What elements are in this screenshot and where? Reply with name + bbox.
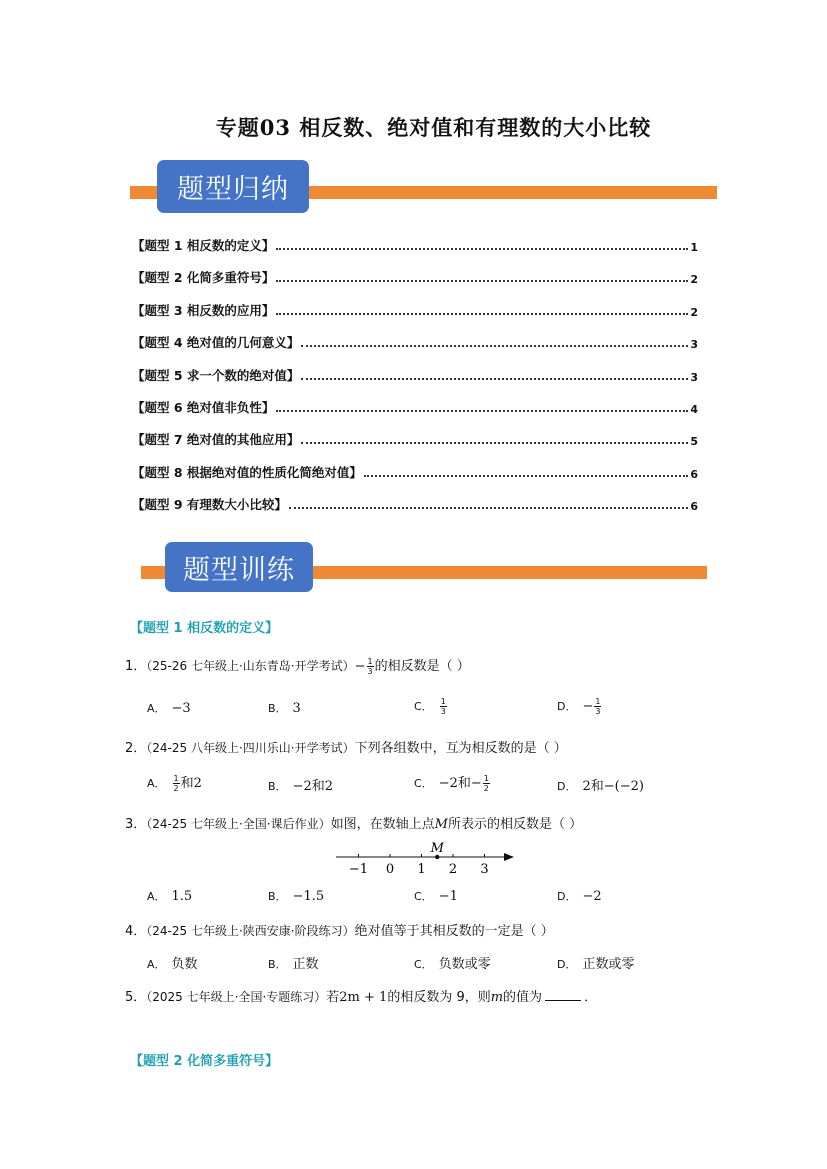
question-text: 的值为	[503, 990, 543, 1005]
question-source: （2025 七年级上·全国·专题练习）	[146, 990, 327, 1004]
option-value: −1	[438, 889, 458, 904]
question-source: （24-25 七年级上·陕西安康·阶段练习）	[146, 924, 355, 938]
toc-item-label: 【题型 9 有理数大小比较】	[132, 497, 287, 513]
variable: M	[434, 817, 448, 832]
question-text: 若	[326, 990, 340, 1005]
toc-item-label: 【题型 1 相反数的定义】	[132, 238, 275, 253]
fraction	[594, 697, 601, 716]
option-d[interactable]	[557, 697, 602, 716]
fraction	[173, 774, 180, 793]
question-source: （24-25 八年级上·四川乐山·开学考试）	[146, 741, 355, 755]
toc-item[interactable]	[132, 463, 698, 481]
toc-item-label: 【题型 8 根据绝对值的性质化简绝对值】	[132, 464, 362, 480]
option-a[interactable]	[147, 953, 198, 972]
option-a[interactable]	[147, 700, 191, 716]
toc-item-page: 5	[690, 435, 698, 449]
option-key: C．	[414, 958, 433, 971]
option-d[interactable]	[557, 953, 635, 972]
toc-leader-dots	[289, 507, 688, 509]
option-key: C．	[414, 890, 433, 903]
option-c[interactable]	[414, 772, 491, 793]
section-heading: 【题型 2 化简多重符号】	[130, 1054, 279, 1069]
toc-item-page: 6	[690, 467, 698, 481]
option-b[interactable]	[268, 775, 333, 794]
toc-item-label: 【题型 3 相反数的应用】	[132, 302, 275, 318]
numerator: 1	[173, 774, 179, 783]
option-key: A．	[147, 890, 166, 903]
toc-item[interactable]	[132, 268, 698, 286]
denominator: 3	[367, 667, 373, 676]
option-key: B．	[268, 958, 287, 971]
toc-leader-dots	[364, 475, 688, 477]
option-key: D．	[557, 780, 577, 793]
toc-item[interactable]	[132, 495, 698, 513]
variable: m	[490, 990, 504, 1005]
option-d[interactable]	[557, 888, 602, 904]
toc-item[interactable]	[132, 366, 698, 384]
question-text: 如图，在数轴上点	[330, 817, 435, 832]
toc-leader-dots	[276, 313, 688, 315]
option-d[interactable]	[557, 775, 644, 794]
question-number: 5．	[125, 990, 147, 1005]
toc-leader-dots	[276, 280, 688, 282]
option-value: 3	[292, 701, 301, 716]
option-key: D．	[557, 700, 577, 713]
option-b[interactable]	[268, 700, 301, 716]
question-source: （25-26 七年级上·山东青岛·开学考试）	[146, 659, 355, 673]
denominator: 2	[483, 784, 489, 793]
numerator: 1	[483, 774, 489, 783]
toc-item-page: 6	[690, 500, 698, 514]
question-text: 的相反数是（ ）	[374, 659, 470, 674]
numerator: 1	[440, 697, 446, 706]
option-key: B．	[268, 702, 287, 715]
minus-sign: −	[354, 659, 366, 674]
number-line-tick-label: 2	[448, 862, 458, 877]
math-expression: 2m + 1	[339, 990, 388, 1005]
option-value: 负数或零	[438, 957, 491, 972]
question-3	[125, 813, 582, 832]
option-key: B．	[268, 780, 287, 793]
toc-item-label: 【题型 6 绝对值非负性】	[132, 400, 275, 415]
number-line-tick-label: 1	[417, 862, 426, 877]
toc-item-label: 【题型 4 绝对值的几何意义】	[132, 335, 300, 351]
fraction	[440, 697, 447, 716]
question-text: 所表示的相反数是（ ）	[447, 817, 583, 832]
toc-item-page: 3	[690, 370, 698, 384]
toc-item-page: 3	[690, 338, 698, 352]
toc-item-page: 1	[690, 241, 698, 254]
banner-label: 题型归纳	[157, 160, 309, 213]
toc-leader-dots	[276, 248, 688, 250]
toc-item-label: 【题型 2 化简多重符号】	[132, 270, 275, 286]
option-c[interactable]	[414, 888, 458, 904]
toc-item[interactable]	[132, 398, 698, 416]
toc-item[interactable]	[132, 236, 698, 254]
numerator: 1	[595, 697, 601, 706]
question-2	[125, 737, 567, 756]
fraction	[367, 657, 374, 676]
option-a[interactable]	[147, 772, 202, 793]
option-key: C．	[414, 777, 433, 790]
question-text: 的相反数为 9，则	[387, 990, 491, 1005]
option-a[interactable]	[147, 888, 192, 904]
toc-item[interactable]	[132, 333, 698, 351]
question-source: （24-25 七年级上·全国·课后作业）	[146, 817, 331, 831]
option-value: −2和−	[438, 776, 482, 791]
option-value: −2	[582, 889, 602, 904]
numerator: 1	[367, 657, 373, 666]
question-1	[125, 655, 470, 676]
fraction	[483, 774, 490, 793]
minus-sign: −	[582, 699, 594, 714]
toc-item-page: 2	[690, 273, 698, 287]
option-key: D．	[557, 958, 577, 971]
question-number: 1．	[125, 659, 147, 674]
toc-item[interactable]	[132, 430, 698, 448]
toc-leader-dots	[276, 410, 688, 412]
option-key: B．	[268, 890, 287, 903]
question-text: ．	[584, 990, 598, 1005]
option-key: D．	[557, 890, 577, 903]
question-text: 下列各组数中，互为相反数的是（ ）	[354, 741, 567, 756]
denominator: 3	[440, 707, 446, 716]
toc-item[interactable]	[132, 301, 698, 319]
question-number: 4．	[125, 924, 147, 939]
option-value: 2和−(−2)	[582, 779, 644, 794]
point-m-label: M	[430, 841, 444, 856]
toc-leader-dots	[301, 378, 688, 380]
question-number: 3．	[125, 817, 147, 832]
section-heading: 【题型 1 相反数的定义】	[130, 621, 279, 636]
question-4	[125, 920, 554, 939]
option-value: −3	[171, 701, 191, 716]
toc-item-page: 4	[690, 403, 698, 416]
number-line-tick-label: 3	[480, 862, 489, 877]
option-key: A．	[147, 958, 166, 971]
option-b[interactable]	[268, 888, 324, 904]
number-line-tick-label: 0	[385, 862, 395, 877]
toc-leader-dots	[301, 442, 688, 444]
question-number: 2．	[125, 741, 147, 756]
option-value: −1.5	[292, 889, 325, 904]
option-key: A．	[147, 777, 166, 790]
option-value: −2和2	[292, 779, 333, 794]
option-key: A．	[147, 702, 166, 715]
answer-blank[interactable]	[545, 1000, 581, 1001]
denominator: 2	[173, 784, 179, 793]
toc-item-label: 【题型 5 求一个数的绝对值】	[132, 367, 300, 383]
toc-leader-dots	[301, 345, 688, 347]
option-c[interactable]	[414, 953, 491, 972]
toc-item-page: 2	[690, 305, 698, 319]
option-b[interactable]	[268, 953, 319, 972]
option-value: 和2	[180, 776, 202, 791]
option-value: 1.5	[171, 889, 193, 904]
banner-label: 题型训练	[165, 542, 313, 592]
option-value: 正数或零	[582, 957, 635, 972]
option-value: 正数	[292, 957, 319, 972]
denominator: 3	[595, 707, 601, 716]
question-text: 绝对值等于其相反数的一定是（ ）	[354, 924, 554, 939]
option-key: C．	[414, 700, 433, 713]
question-5	[125, 986, 597, 1005]
number-line-tick-label: −1	[348, 862, 369, 877]
number-line-figure	[330, 838, 520, 880]
option-c[interactable]	[414, 697, 448, 716]
option-value: 负数	[171, 957, 198, 972]
arrow-head-icon	[504, 853, 514, 861]
page-title: 专题03 相反数、绝对值和有理数的大小比较	[215, 115, 652, 140]
toc-item-label: 【题型 7 绝对值的其他应用】	[132, 432, 300, 448]
